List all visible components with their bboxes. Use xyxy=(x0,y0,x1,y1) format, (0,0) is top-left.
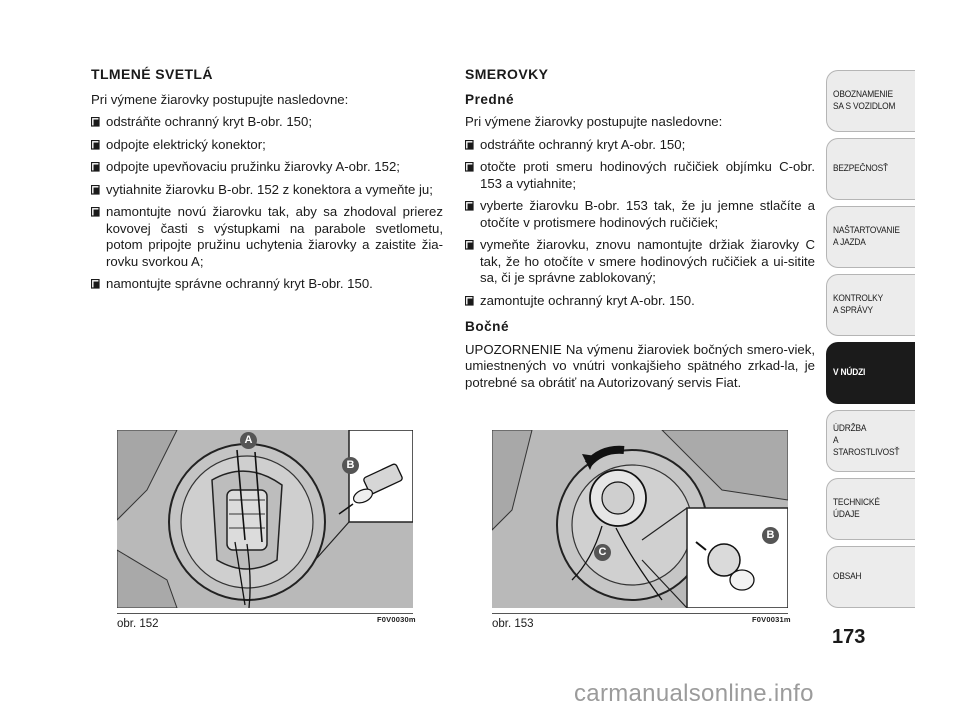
left-column xyxy=(91,66,443,299)
checkbox-bullet-icon xyxy=(465,162,474,172)
callout-label-B: B xyxy=(342,457,359,474)
checkbox-bullet-icon xyxy=(465,201,474,211)
tab-udrzba[interactable]: ÚDRŽBA A STAROSTLIVOSŤ xyxy=(826,410,915,472)
checkbox-bullet-icon xyxy=(91,117,100,127)
list-item: odstráňte ochranný kryt B-obr. 150; xyxy=(91,114,443,131)
list-item: vyberte žiarovku B-obr. 153 tak, že ju jemne stlačíte a otočíte v protismere hodinových ručičiek; xyxy=(465,198,815,231)
watermark: carmanualsonline.info xyxy=(574,680,814,707)
list-item: vytiahnite žiarovku B-obr. 152 z konektora a vymeňte ju; xyxy=(91,182,443,199)
intro-text: Pri výmene žiarovky postupujte nasledovne: xyxy=(465,114,723,129)
list-item: odstráňte ochranný kryt A-obr. 150; xyxy=(465,137,815,154)
subheading-front: Predné xyxy=(465,91,515,107)
tab-obsah[interactable]: OBSAH xyxy=(826,546,915,608)
tab-bezpecnost[interactable]: BEZPEČNOSŤ xyxy=(826,138,915,200)
callout-label-B: B xyxy=(762,527,779,544)
figure-code: F0V0030m xyxy=(377,615,416,624)
figure-rule xyxy=(492,613,788,614)
checkbox-bullet-icon xyxy=(91,162,100,172)
figure-rule xyxy=(117,613,413,614)
section-heading-low-beam: TLMENÉ SVETLÁ xyxy=(91,66,213,82)
figure-caption: obr. 153 xyxy=(492,618,534,630)
warning-text: UPOZORNENIE Na výmenu žiaroviek bočných smero-viek, umiestnených vo vnútri vonkajšieho spätného zrkad-la, je potrebné sa obrátiť na Autorizovaný servis Fiat. xyxy=(465,341,815,390)
list-item: vymeňte žiarovku, znovu namontujte držiak žiarovky C tak, že ho otočíte v smere hodinových ručičiek a ui-sitite sa, či je správne zablokovaný; xyxy=(465,237,815,287)
checkbox-bullet-icon xyxy=(91,279,100,289)
checkbox-bullet-icon xyxy=(465,240,474,250)
checkbox-bullet-icon xyxy=(91,185,100,195)
tab-v-nudzi[interactable]: V NÚDZI xyxy=(826,342,915,404)
list-item: otočte proti smeru hodinových ručičiek objímku C-obr. 153 a vytiahnite; xyxy=(465,159,815,192)
checkbox-bullet-icon xyxy=(465,140,474,150)
chapter-tabs xyxy=(826,70,915,614)
list-item: zamontujte ochranný kryt A-obr. 150. xyxy=(465,293,815,310)
section-heading-indicators: SMEROVKY xyxy=(465,66,549,82)
list-item: odpojte elektrický konektor; xyxy=(91,137,443,154)
figure-code: F0V0031m xyxy=(752,615,791,624)
callout-label-C: C xyxy=(594,544,611,561)
list-item: namontujte novú žiarovku tak, aby sa zhodoval prierez kovovej časti s výstupkami na parabole svetlometu, potom pripojte pružinu uchytenia žiarovky a zaistite žia-rovku svorkou A; xyxy=(91,204,443,270)
checkbox-bullet-icon xyxy=(465,296,474,306)
intro-text: Pri výmene žiarovky postupujte nasledovne: xyxy=(91,91,349,107)
checkbox-bullet-icon xyxy=(91,207,100,217)
tab-technicke-udaje[interactable]: TECHNICKÉ ÚDAJE xyxy=(826,478,915,540)
list-item: namontujte správne ochranný kryt B-obr. 150. xyxy=(91,276,443,293)
page-number: 173 xyxy=(832,626,866,648)
subheading-side: Bočné xyxy=(465,319,510,334)
figure-caption: obr. 152 xyxy=(117,618,159,630)
list-item: odpojte upevňovaciu pružinku žiarovky A-obr. 152; xyxy=(91,159,443,176)
figure-153-indicator-bulb xyxy=(492,430,788,608)
callout-label-A: A xyxy=(240,432,257,449)
figure-152-headlamp-bulb xyxy=(117,430,413,608)
tab-oboznamenie[interactable]: OBOZNAMENIE SA S VOZIDLOM xyxy=(826,70,915,132)
right-column xyxy=(465,66,815,397)
checkbox-bullet-icon xyxy=(91,140,100,150)
tab-kontrolky[interactable]: KONTROLKY A SPRÁVY xyxy=(826,274,915,336)
tab-nastartovanie[interactable]: NAŠTARTOVANIE A JAZDA xyxy=(826,206,915,268)
